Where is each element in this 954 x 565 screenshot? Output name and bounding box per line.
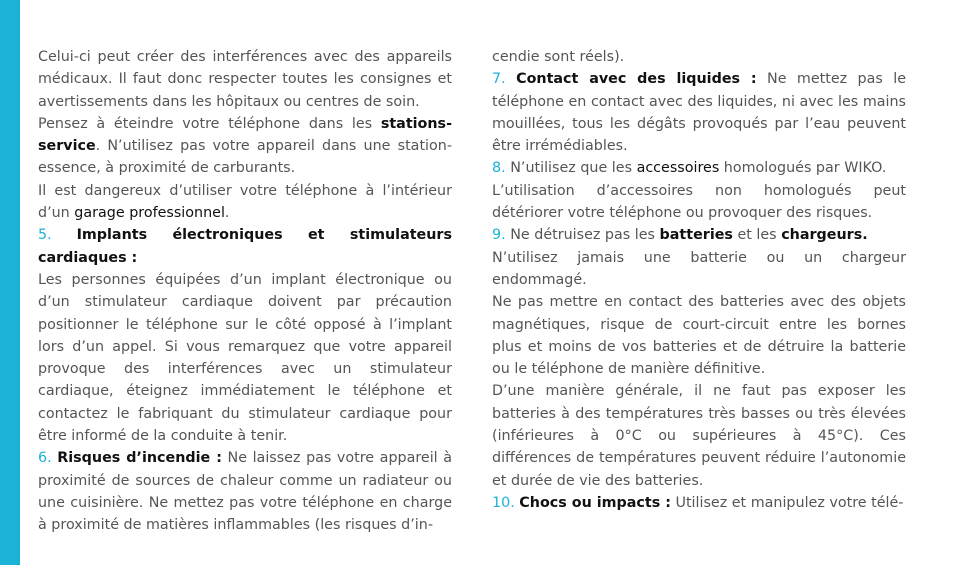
text: et les: [732, 227, 782, 244]
paragraph-service-stations: [38, 113, 452, 180]
continued-text: cendie sont réels).: [492, 49, 625, 65]
section-6: [38, 447, 452, 536]
keyword-batteries: batteries: [659, 227, 733, 244]
text: .: [224, 205, 230, 222]
section-9-paragraph-3: D’une manière générale, il ne faut pas exposer les batteries à des températures très basses ou très élevées (inférieures à 0°C ou supérieures à 45°C). Ces différences de températures peuvent réduire l’autonomie et durée de vie des batteries.: [492, 383, 906, 489]
section-text: Ne mettez pas le téléphone en contact avec des liquides, ni avec les mains mouillées, tous les dégâts provoqués par l’eau peuvent être irrémédiables.: [492, 71, 907, 155]
section-7: [492, 68, 906, 157]
section-number: 8.: [492, 160, 506, 177]
section-9-heading: [492, 224, 906, 246]
right-column: [492, 46, 906, 514]
keyword-stations-service: stations-service: [38, 115, 452, 155]
text: Il est dangereux d’utiliser votre téléphone à l’intérieur d’un: [38, 182, 452, 222]
section-8-text: L’utilisation d’accessoires non homologués peut détériorer votre téléphone ou provoquer des risques.: [492, 182, 906, 222]
text: . N’utilisez pas votre appareil dans une station-essence, à proximité de carburants.: [38, 138, 452, 177]
section-number: 9.: [492, 227, 506, 244]
section-8-heading: [492, 157, 906, 179]
section-9-paragraph-2: Ne pas mettre en contact des batteries avec des objets magnétiques, risque de court-circuit entre les bornes plus et moins de vos batteries et de détruire la batterie ou le téléphone de manière définitive.: [492, 294, 906, 378]
text: N’utilisez que les: [510, 160, 637, 177]
text: Pensez à éteindre votre téléphone dans les: [38, 115, 381, 132]
section-5-heading: [38, 224, 452, 269]
section-title: Implants électroniques et stimulateurs cardiaques :: [38, 227, 452, 266]
keyword-accessoires: accessoires: [636, 160, 720, 177]
text: Ne détruisez pas les: [510, 227, 660, 244]
section-number: 5.: [38, 227, 52, 244]
section-number: 6.: [38, 450, 52, 467]
keyword-garage: garage professionnel: [74, 205, 225, 222]
section-text: Utilisez et manipulez votre télé-: [675, 494, 904, 511]
keyword-chargeurs: chargeurs.: [781, 227, 868, 244]
section-number: 7.: [492, 71, 506, 88]
text: homologués par WIKO.: [719, 160, 887, 177]
side-accent-bar: [0, 0, 20, 565]
section-number: 10.: [492, 494, 515, 511]
section-title: Contact avec des liquides :: [516, 71, 757, 88]
section-9-paragraph-1: N’utilisez jamais une batterie ou un chargeur endommagé.: [492, 249, 906, 288]
section-10: [492, 492, 906, 514]
section-text: Ne laissez pas votre appareil à proximité de sources de chaleur comme un radiateur ou une cuisinière. Ne mettez pas votre téléphone en charge à proximité de matières inflammables (les risques d’in-: [38, 450, 452, 534]
section-title: Chocs ou impacts :: [519, 494, 671, 511]
paragraph-garage: [38, 180, 452, 225]
section-5-text: Les personnes équipées d’un implant électronique ou d’un stimulateur cardiaque doivent par précaution positionner le téléphone sur le côté opposé à l’implant lors d’un appel. Si vous remarquez que votre appareil provoque des interférences avec un stimulateur cardiaque, éteignez immédiatement le téléphone et contactez le fabriquant du stimulateur cardiaque pour être informé de la conduite à tenir.: [38, 271, 452, 445]
left-column: [38, 46, 452, 537]
section-title: Risques d’incendie :: [57, 450, 222, 467]
paragraph-medical: Celui-ci peut créer des interférences avec des appareils médicaux. Il faut donc respecter toutes les consignes et avertissements dans les hôpitaux ou centres de soin.: [38, 49, 452, 110]
